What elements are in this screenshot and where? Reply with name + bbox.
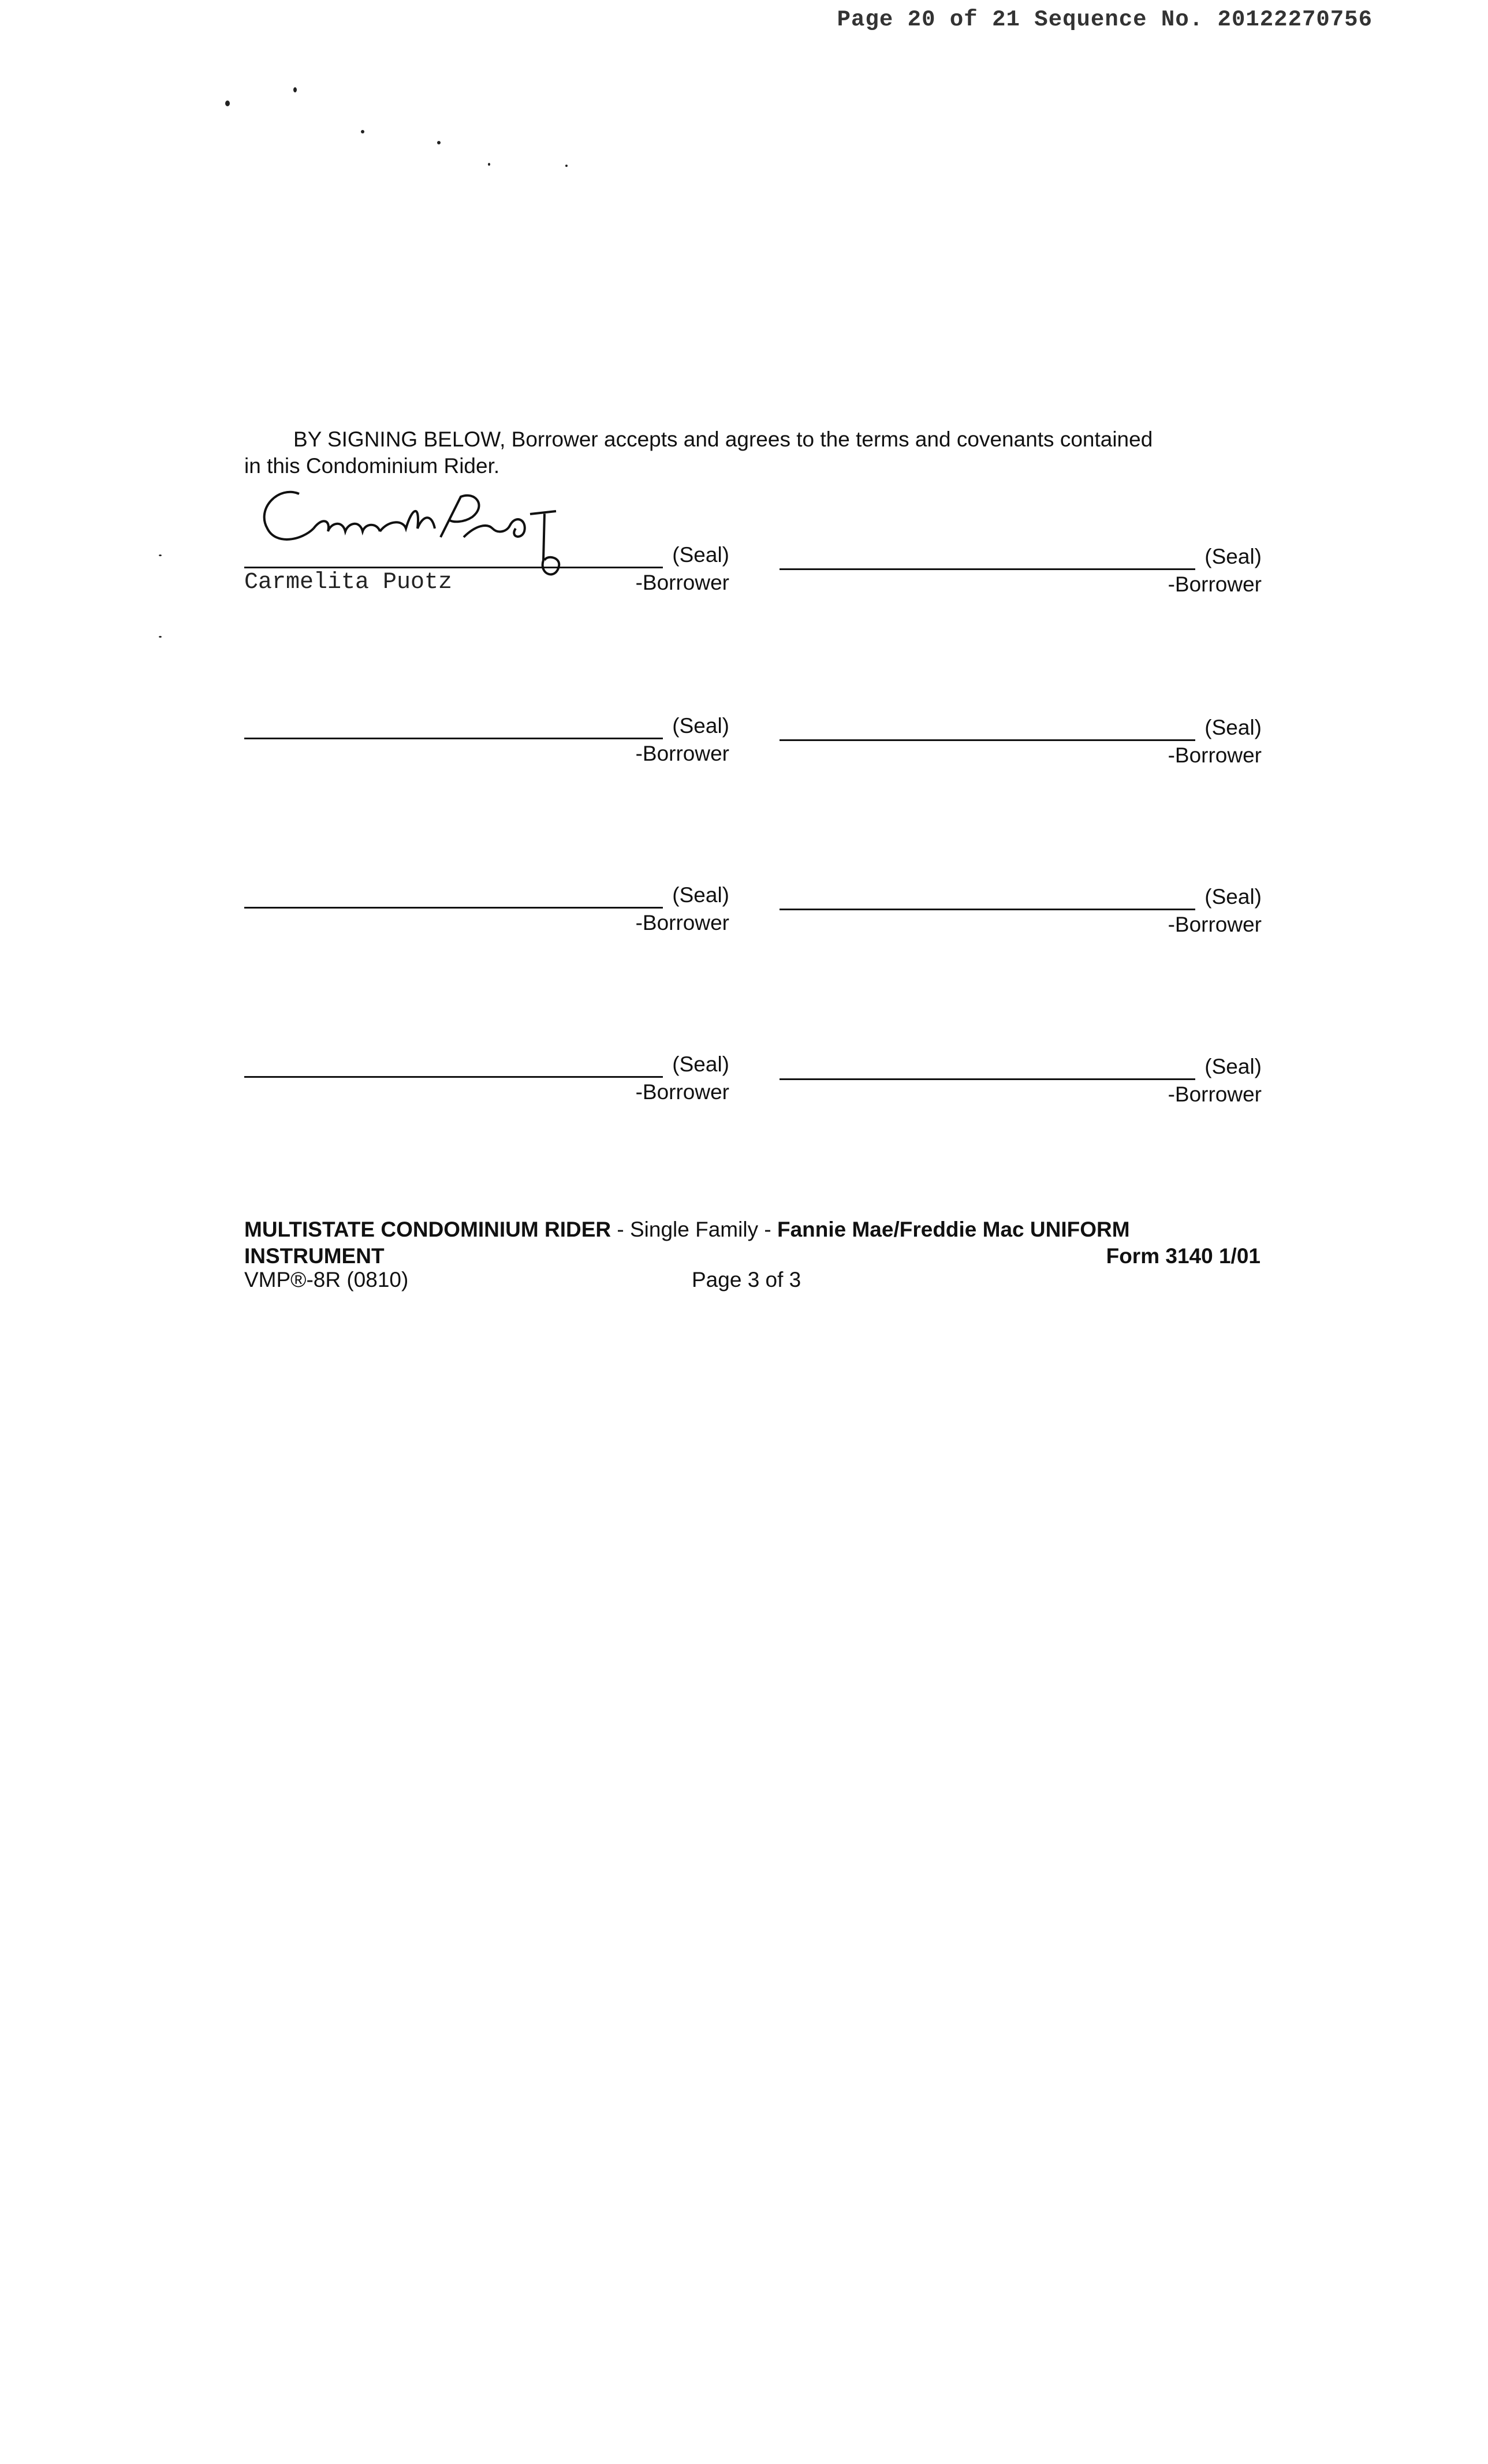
signature-block-2 [780, 545, 1262, 614]
handwritten-signature [244, 474, 602, 618]
footer-vmp-code: VMP®-8R (0810) [244, 1268, 409, 1291]
seal-label: (Seal) [672, 543, 729, 567]
signature-block-8 [780, 1055, 1262, 1124]
seal-label: (Seal) [1204, 545, 1262, 568]
page-header: Page 20 of 21 Sequence No. 20122270756 [837, 7, 1373, 32]
seal-label: (Seal) [672, 883, 729, 907]
borrower-role: -Borrower [635, 1080, 729, 1104]
signature-line [780, 909, 1195, 910]
seal-label: (Seal) [672, 1052, 729, 1076]
borrower-name: Carmelita Puotz [244, 570, 453, 595]
scan-speck [159, 554, 162, 556]
scan-speck [159, 636, 162, 638]
footer-page-number: Page 3 of 3 [692, 1268, 801, 1291]
borrower-role: -Borrower [1168, 913, 1262, 936]
signature-block-3 [244, 714, 729, 783]
scan-speck [437, 141, 441, 144]
signature-line [244, 907, 663, 909]
footer-form-number: Form 3140 1/01 [1106, 1244, 1260, 1268]
borrower-role: -Borrower [1168, 743, 1262, 767]
seal-label: (Seal) [672, 714, 729, 738]
signature-block-1 [244, 543, 729, 612]
scan-speck [488, 163, 490, 166]
borrower-role: -Borrower [1168, 572, 1262, 596]
signature-block-4 [780, 716, 1262, 785]
scan-speck [361, 130, 364, 133]
scan-speck [225, 101, 230, 106]
signature-line [780, 1078, 1195, 1080]
signature-block-5 [244, 883, 729, 952]
intro-line-1: BY SIGNING BELOW, Borrower accepts and agrees to the terms and covenants contained [293, 427, 1153, 451]
intro-line-2: in this Condominium Rider. [244, 454, 500, 478]
borrower-role: -Borrower [635, 911, 729, 935]
seal-label: (Seal) [1204, 1055, 1262, 1078]
seal-label: (Seal) [1204, 885, 1262, 909]
borrower-role: -Borrower [1168, 1082, 1262, 1106]
signature-line [244, 1076, 663, 1078]
footer-title-sep: - [758, 1218, 777, 1241]
signature-line [780, 568, 1195, 570]
signature-block-7 [244, 1052, 729, 1122]
footer-title [244, 1218, 1260, 1242]
intro-paragraph [244, 426, 1260, 479]
borrower-role: -Borrower [635, 571, 729, 594]
borrower-role: -Borrower [635, 742, 729, 765]
footer-line-3 [244, 1268, 1260, 1296]
seal-label: (Seal) [1204, 716, 1262, 739]
signature-line [780, 739, 1195, 741]
footer-title-sep: - [611, 1218, 630, 1241]
footer-title-mid: Single Family [630, 1218, 759, 1241]
footer-title-bold: MULTISTATE CONDOMINIUM RIDER [244, 1218, 611, 1241]
scan-speck [565, 165, 568, 167]
signature-line [244, 567, 663, 568]
signature-line [244, 738, 663, 739]
scan-speck [293, 87, 297, 92]
footer-title-bold-2: Fannie Mae/Freddie Mac UNIFORM [777, 1218, 1130, 1241]
footer-instrument: INSTRUMENT [244, 1244, 385, 1268]
signature-block-6 [780, 885, 1262, 954]
